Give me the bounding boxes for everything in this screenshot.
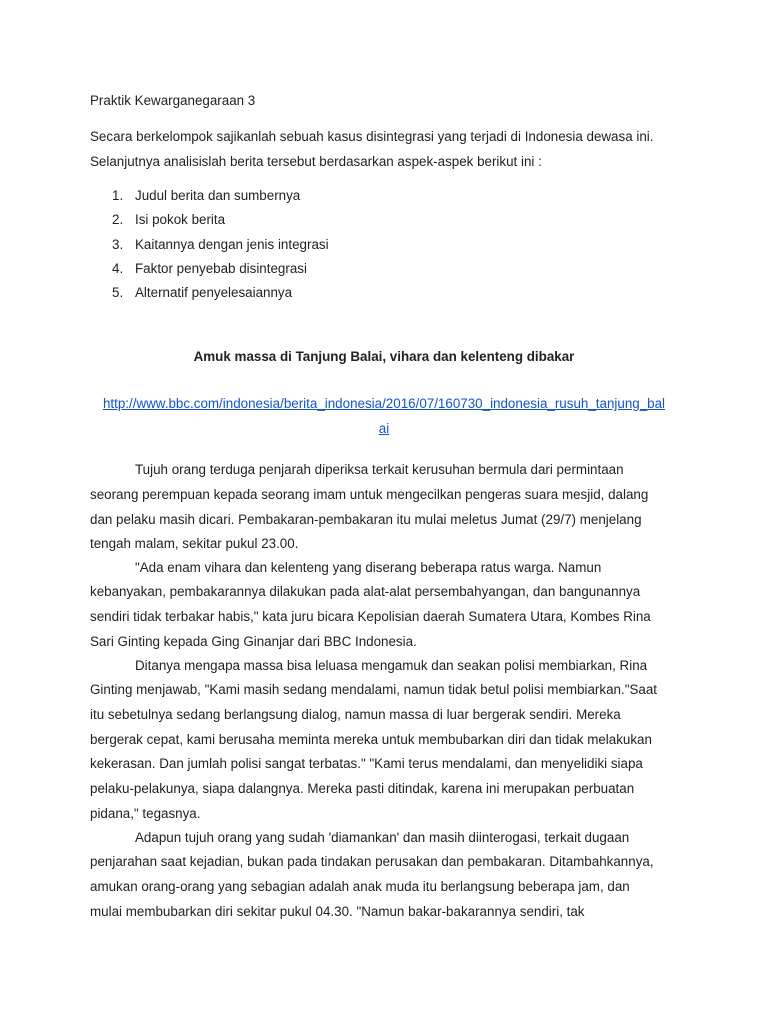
- list-number: 2.: [112, 212, 124, 227]
- body-line: tengah malam, sekitar pukul 23.00.: [90, 536, 299, 551]
- list-text: Kaitannya dengan jenis integrasi: [135, 237, 329, 252]
- body-line: Tujuh orang terduga penjarah diperiksa terkait kerusuhan bermula dari permintaan: [135, 462, 624, 477]
- body-line: penjarahan saat kejadian, bukan pada tindakan perusakan dan pembakaran. Ditambahkannya,: [90, 854, 654, 869]
- body-line: pelaku-pelakunya, siapa dalangnya. Mereka pasti ditindak, karena ini merupakan perbuatan: [90, 781, 635, 796]
- document-title: Praktik Kewarganegaraan 3: [90, 93, 256, 108]
- body-line: dan pelaku masih dicari. Pembakaran-pembakaran itu mulai meletus Jumat (29/7) menjelang: [90, 512, 642, 527]
- body-line: kekerasan. Dan jumlah polisi sangat terbatas." "Kami terus mendalami, dan menyelidiki siapa: [90, 756, 643, 771]
- body-line: itu sebetulnya sedang berlangsung dialog, namun massa di luar bergerak sendiri. Mereka: [90, 707, 621, 722]
- list-text: Alternatif penyelesaiannya: [135, 285, 293, 300]
- list-item: [112, 236, 329, 254]
- list-number: 1.: [112, 188, 124, 203]
- body-line: Sari Ginting kepada Ging Ginanjar dari BBC Indonesia.: [90, 634, 417, 649]
- list-item: [112, 260, 307, 278]
- source-link[interactable]: http://www.bbc.com/indonesia/berita_indonesia/2016/07/160730_indonesia_rusuh_tanjung_bal: [102, 396, 666, 411]
- list-item: [112, 284, 292, 302]
- list-item: [112, 211, 225, 229]
- list-item: [112, 187, 300, 205]
- body-line: pidana," tegasnya.: [90, 806, 201, 821]
- list-number: 4.: [112, 261, 124, 276]
- list-number: 5.: [112, 285, 124, 300]
- list-text: Faktor penyebab disintegrasi: [135, 261, 307, 276]
- body-line: mulai membubarkan diri sekitar pukul 04.30. "Namun bakar-bakarannya sendiri, tak: [90, 904, 585, 919]
- body-line: seorang perempuan kepada seorang imam untuk mengecilkan pengeras suara mesjid, dalang: [90, 487, 649, 502]
- body-line: amukan orang-orang yang sebagian adalah anak muda itu berlangsung beberapa jam, dan: [90, 879, 630, 894]
- body-line: Adapun tujuh orang yang sudah 'diamankan' dan masih diinterogasi, terkait dugaan: [135, 830, 630, 845]
- body-line: bergerak cepat, kami berusaha meminta mereka untuk membubarkan diri dan tidak melakukan: [90, 732, 652, 747]
- body-line: "Ada enam vihara dan kelenteng yang diserang beberapa ratus warga. Namun: [135, 560, 602, 575]
- list-text: Isi pokok berita: [135, 212, 226, 227]
- list-number: 3.: [112, 237, 124, 252]
- body-line: sendiri tidak terbakar habis," kata juru bicara Kepolisian daerah Sumatera Utara, Kombes Rina: [90, 609, 651, 624]
- intro-line: Secara berkelompok sajikanlah sebuah kasus disintegrasi yang terjadi di Indonesia dewasa ini.: [90, 129, 654, 144]
- intro-line: Selanjutnya analisislah berita tersebut berdasarkan aspek-aspek berikut ini :: [90, 154, 542, 169]
- body-line: kebanyakan, pembakarannya dilakukan pada alat-alat persembahyangan, dan bangunannya: [90, 584, 641, 599]
- list-text: Judul berita dan sumbernya: [135, 188, 301, 203]
- article-headline: Amuk massa di Tanjung Balai, vihara dan kelenteng dibakar: [193, 349, 575, 364]
- body-line: Ditanya mengapa massa bisa leluasa mengamuk dan seakan polisi membiarkan, Rina: [135, 658, 648, 673]
- body-line: Ginting menjawab, "Kami masih sedang mendalami, namun tidak betul polisi membiarkan."Saat: [90, 682, 657, 697]
- source-link-continued[interactable]: ai: [378, 421, 390, 436]
